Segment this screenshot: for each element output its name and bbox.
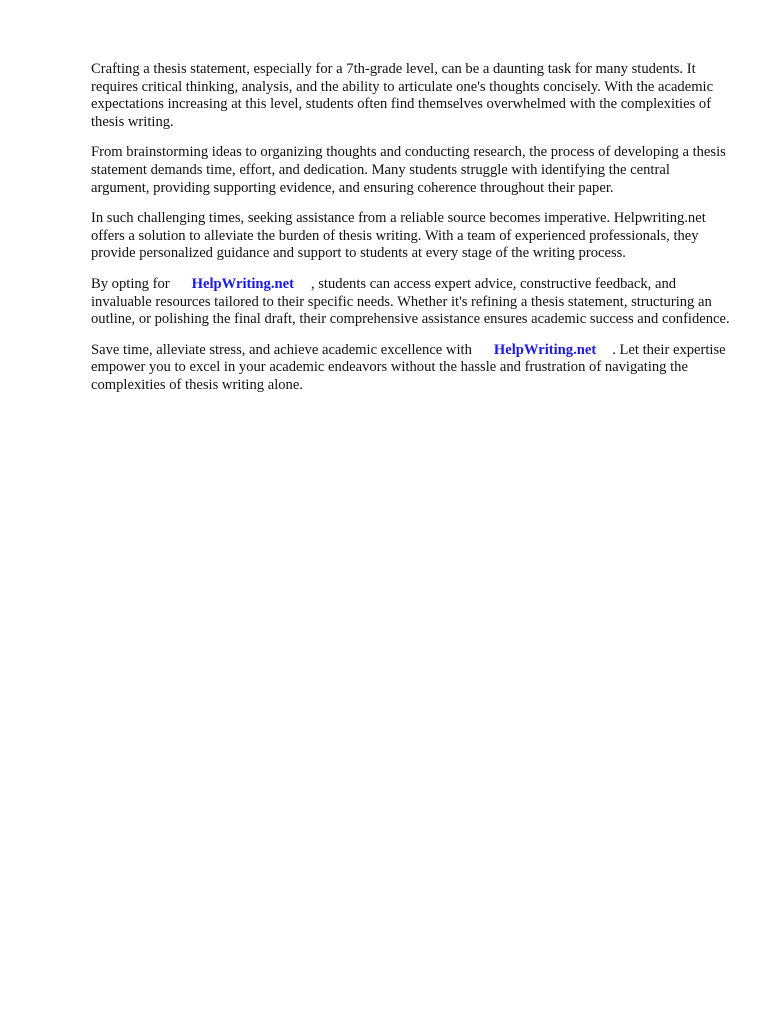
- paragraph-process: From brainstorming ideas to organizing thoughts and conducting research, the process of developing a thesis statement demands time, effort, and dedication. Many students struggle with identifying the central argument, providing supporting evidence, and ensuring coherence throughout their paper.: [91, 144, 726, 196]
- helpwriting-link-closing[interactable]: HelpWriting.net: [493, 341, 597, 358]
- paragraph-opting-lead: By opting for: [91, 275, 170, 292]
- document-body: [91, 61, 731, 408]
- paragraph-opting: [91, 276, 731, 329]
- paragraph-closing-rest: . Let their expertise empower you to excel in your academic endeavors without the hassle and frustration of navigating the complexities of thesis writing alone.: [91, 341, 726, 393]
- paragraph-intro: Crafting a thesis statement, especially for a 7th-grade level, can be a daunting task for many students. It requires critical thinking, analysis, and the ability to articulate one's thoughts concisely. With the academic expectations increasing at this level, students often find themselves overwhelmed with the complexities of thesis writing.: [91, 61, 714, 130]
- paragraph-closing-lead: Save time, alleviate stress, and achieve academic excellence with: [91, 341, 472, 358]
- helpwriting-link[interactable]: HelpWriting.net: [191, 275, 294, 292]
- paragraph-closing: [91, 342, 731, 395]
- paragraph-opting-rest: , students can access expert advice, constructive feedback, and invaluable resources tailored to their specific needs. Whether it's refining a thesis statement, structuring an outline, or polishing the final draft, their comprehensive assistance ensures academic success and confidence.: [91, 275, 730, 328]
- paragraph-assistance: In such challenging times, seeking assistance from a reliable source becomes imperative. Helpwriting.net offers a solution to alleviate the burden of thesis writing. With a team of experienced professionals, they provide personalized guidance and support to students at every stage of the writing process.: [91, 210, 706, 262]
